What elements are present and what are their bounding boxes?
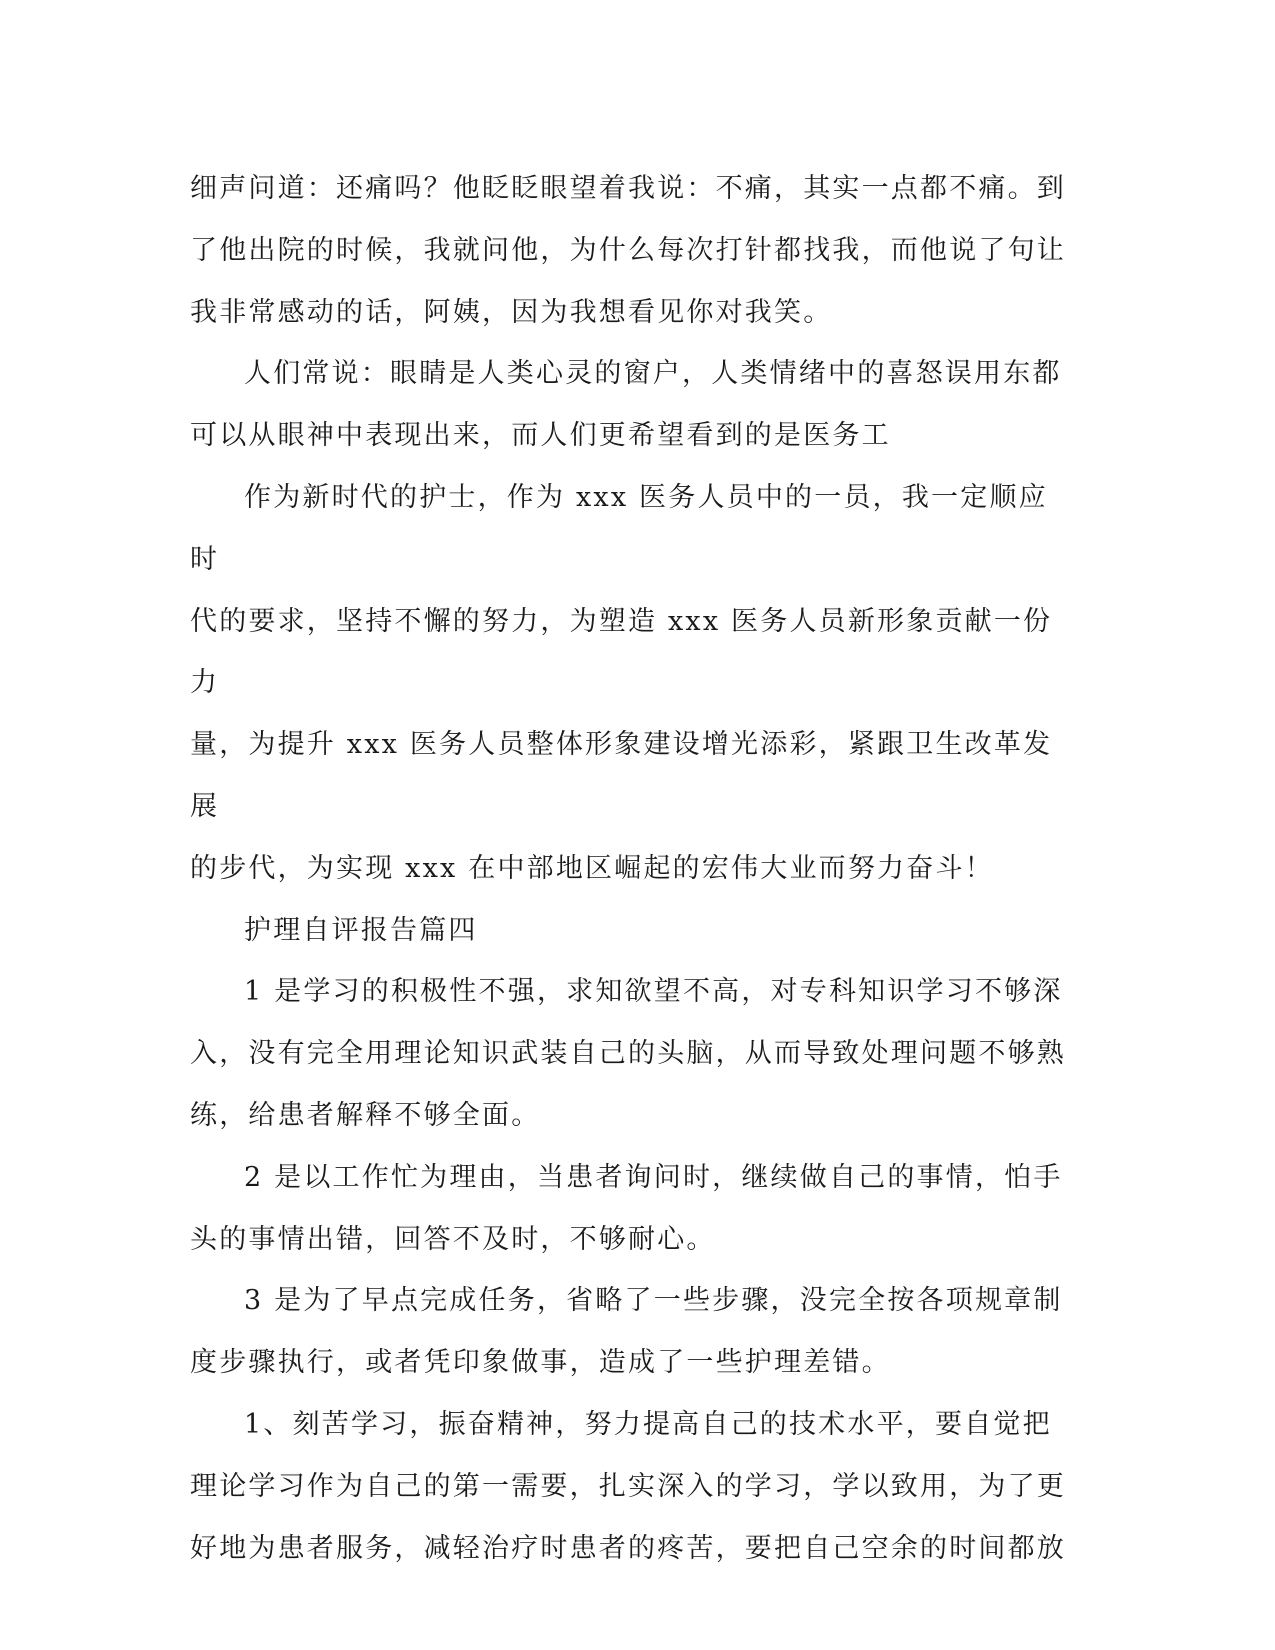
- paragraph: [190, 961, 1070, 1146]
- document-body: [190, 158, 1070, 1579]
- text-line: 练，给患者解释不够全面。: [190, 1099, 541, 1131]
- text-line: 可以从眼神中表现出来，而人们更希望看到的是医务工: [190, 420, 891, 452]
- text-line: 理论学习作为自己的第一需要，扎实深入的学习，学以致用，为了更: [190, 1470, 1066, 1502]
- text-line: 量，为提升 xxx 医务人员整体形象建设增光添彩，紧跟卫生改革发展: [190, 729, 1053, 822]
- text-line: 的步代，为实现 xxx 在中部地区崛起的宏伟大业而努力奋斗！: [190, 852, 994, 884]
- text-line: 护理自评报告篇四: [244, 914, 478, 946]
- text-line: 头的事情出错，回答不及时，不够耐心。: [190, 1223, 716, 1255]
- text-line: 了他出院的时候，我就问他，为什么每次打针都找我，而他说了句让: [190, 234, 1066, 266]
- section-heading: [190, 900, 1070, 962]
- text-line: 我非常感动的话，阿姨，因为我想看见你对我笑。: [190, 296, 833, 328]
- paragraph: [190, 158, 1070, 343]
- text-line: 1、刻苦学习，振奋精神，努力提高自己的技术水平，要自觉把: [244, 1408, 1052, 1440]
- text-line: 2 是以工作忙为理由，当患者询问时，继续做自己的事情，怕手: [244, 1161, 1063, 1193]
- text-line: 作为新时代的护士，作为 xxx 医务人员中的一员，我一定顺应时: [190, 481, 1048, 575]
- text-line: 入，没有完全用理论知识武装自己的头脑，从而导致处理问题不够熟: [190, 1038, 1066, 1070]
- text-line: 好地为患者服务，减轻治疗时患者的疼苦，要把自己空余的时间都放: [190, 1532, 1066, 1564]
- text-line: 细声问道：还痛吗？他眨眨眼望着我说：不痛，其实一点都不痛。到: [190, 173, 1066, 204]
- text-line: 1 是学习的积极性不强，求知欲望不高，对专科知识学习不够深: [244, 976, 1063, 1008]
- text-line: 代的要求，坚持不懈的努力，为塑造 xxx 医务人员新形象贡献一份力: [190, 605, 1053, 699]
- paragraph: [190, 1147, 1070, 1271]
- paragraph: [190, 343, 1070, 467]
- text-line: 3 是为了早点完成任务，省略了一些步骤，没完全按各项规章制: [244, 1285, 1063, 1317]
- text-line: 人们常说：眼睛是人类心灵的窗户，人类情绪中的喜怒误用东都: [244, 358, 1062, 390]
- paragraph: [190, 467, 1070, 900]
- paragraph: [190, 1394, 1070, 1579]
- text-line: 度步骤执行，或者凭印象做事，造成了一些护理差错。: [190, 1347, 891, 1379]
- paragraph: [190, 1270, 1070, 1394]
